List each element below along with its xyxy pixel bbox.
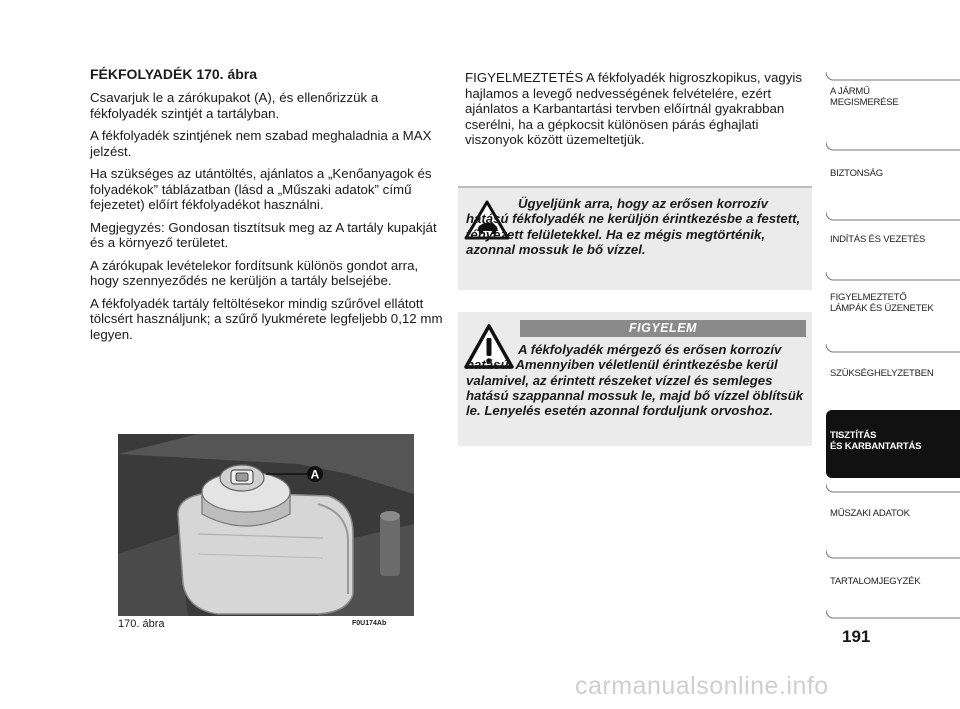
right-column [465, 70, 810, 148]
nav-label: LÁMPÁK ÉS ÜZENETEK [830, 303, 934, 314]
nav-dividers [826, 72, 960, 620]
nav-label: TISZTÍTÁS [830, 430, 877, 441]
paint-warning-box [458, 186, 812, 290]
nav-label: ÉS KARBANTARTÁS [830, 441, 922, 452]
watermark: carmanualsonline.info [575, 672, 829, 700]
left-column [90, 66, 445, 349]
paragraph: Ha szükséges az utántöltés, ajánlatos a „Kenőanyagok és folyadékok” táblázatban (lásd a „Műszaki adatok” című fejezetet) előírt fékfolyadékot használni. [90, 166, 432, 212]
paragraph: Csavarjuk le a zárókupakot (A), és ellenőrizzük a fékfolyadék szintjét a tartályban. [90, 90, 379, 121]
paragraph: A fékfolyadék tartály feltöltésekor mindig szűrővel ellátott tölcsért használjunk; a szűrő lyukmérete legfeljebb 0,12 mm legyen. [90, 295, 443, 342]
brake-fluid-reservoir-figure [118, 434, 414, 616]
figure-caption: 170. ábra [118, 618, 165, 630]
paragraph: A fékfolyadék szintjének nem szabad meghaladnia a MAX jelzést. [90, 128, 432, 159]
label-a: A [310, 467, 320, 482]
hygroscopic-note: FIGYELMEZTETÉS A fékfolyadék higroszkopikus, vagyis hajlamos a levegő nedvességének felvételére, ezért ajánlatos a Karbantartási tervben előírtnál gyakrabban cserélni, ha a gépkocsit különösen párás éghajlati viszonyok között üzemeltetjük. [465, 70, 802, 147]
paragraph: Megjegyzés: Gondosan tisztítsuk meg az A tartály kupakját és a környező területet. [90, 219, 437, 250]
page-number: 191 [842, 627, 871, 646]
nav-label: BIZTONSÁG [830, 168, 883, 179]
nav-label: MEGISMERÉSE [830, 97, 899, 108]
toxic-warning-text: A fékfolyadék mérgező és erősen korrozív hatású. Amennyiben véletlenül érintkezésbe kerül valamivel, az érintett részeket vízzel és semleges hatású szappannal mossuk le, majd bő vízzel öblítsük le. Lenyelés esetén azonnal forduljunk orvoshoz. [466, 342, 804, 419]
nav-label: TARTALOMJEGYZÉK [830, 576, 921, 587]
nav-label: SZÜKSÉGHELYZETBEN [830, 368, 934, 379]
figure-code: F0U174Ab [352, 620, 387, 627]
paint-warning-text: Ügyeljünk arra, hogy az erősen korrozív hatású fékfolyadék ne kerüljön érintkezésbe a festett, fényezett felületekkel. Ha ez mégis megtörténik, azonnal mossuk le bő vízzel. [466, 196, 801, 257]
section-heading: FÉKFOLYADÉK 170. ábra [90, 66, 258, 82]
nav-label: FIGYELMEZTETŐ [830, 292, 907, 303]
reservoir-illustration [118, 434, 414, 616]
toxic-warning-box [458, 312, 812, 446]
nav-label: INDÍTÁS ÉS VEZETÉS [830, 234, 926, 245]
figyelem-banner: FIGYELEM [520, 320, 806, 337]
nav-label: MŰSZAKI ADATOK [830, 508, 910, 519]
paragraph: A zárókupak levételekor fordítsunk különös gondot arra, hogy szennyeződés ne kerüljön a tartály belsejébe. [90, 257, 419, 288]
nav-label: A JÁRMŰ [830, 86, 870, 97]
